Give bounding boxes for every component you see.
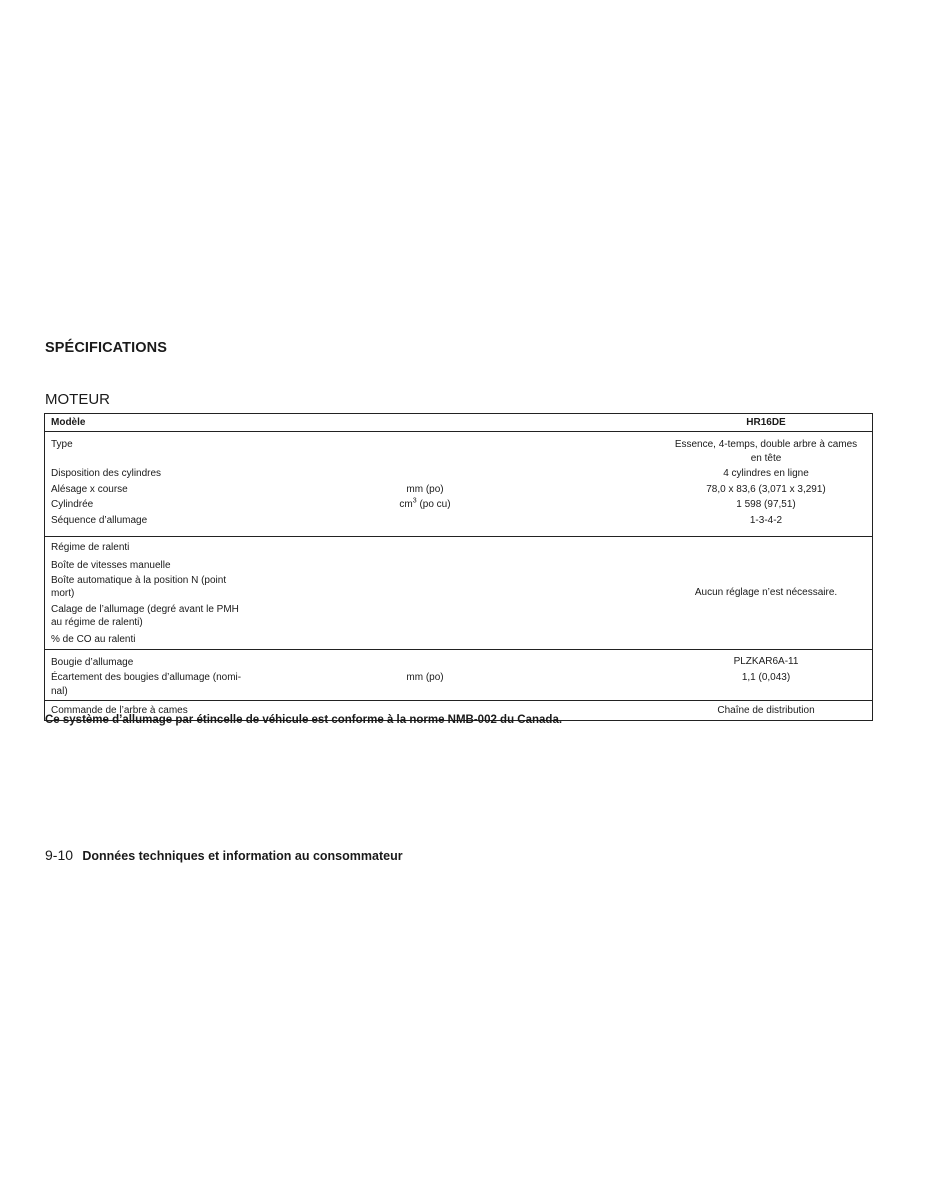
row-value-spark-plug: PLZKAR6A-11 [733,656,799,667]
row-unit-displacement: $cm^3$ (po cu) [399,497,451,510]
row-value-bore: 78,0 x 83,6 (3,071 x 3,291) [706,484,826,495]
row-label-cylinders: Disposition des cylindres [51,468,162,479]
page-number: 9-10 [45,847,74,863]
header-model-label: Modèle [51,417,86,428]
table-group-idle [45,537,872,650]
table-group-general [45,432,872,537]
row-label-spark-plug: Bougie d’allumage [51,657,134,668]
row-value-type-line1: Essence, 4-temps, double arbre à cames [674,439,858,450]
row-label-plug-gap-line2: nal) [51,686,68,697]
row-value-firing-order: 1-3-4-2 [749,515,783,526]
row-label-camshaft: Commande de l’arbre à cames [51,705,188,716]
row-value-camshaft: Chaîne de distribution [717,705,815,716]
chapter-title: Données techniques et information au consommateur [82,849,403,863]
page-title: SPÉCIFICATIONS [45,340,167,356]
row-value-plug-gap: 1,1 (0,043) [741,672,791,683]
row-label-displacement: Cylindrée [51,499,94,510]
row-label-auto-line2: mort) [51,588,75,599]
table-group-spark-plug [45,650,872,701]
row-label-firing-order: Séquence d’allumage [51,515,148,526]
row-unit-plug-gap: mm (po) [406,672,444,683]
row-unit-bore: mm (po) [406,484,444,495]
row-label-timing-line2: au régime de ralenti) [51,617,143,628]
row-value-type-line2: en tête [750,453,782,464]
row-label-co: % de CO au ralenti [51,634,136,645]
engine-spec-table [44,413,873,721]
row-label-auto-line1: Boîte automatique à la position N (point [51,575,227,586]
row-label-idle-speed: Régime de ralenti [51,542,130,553]
section-title: MOTEUR [45,391,110,408]
row-label-type: Type [51,439,73,450]
row-value-idle-group: Aucun réglage n’est nécessaire. [694,587,838,598]
row-value-cylinders: 4 cylindres en ligne [723,468,809,479]
row-label-manual: Boîte de vitesses manuelle [51,560,171,571]
row-label-bore: Alésage x course [51,484,128,495]
header-model-value: HR16DE [746,417,786,428]
row-label-plug-gap-line1: Écartement des bougies d’allumage (nomi- [51,672,242,683]
row-value-displacement: 1 598 (97,51) [736,499,796,510]
table-header-row [45,414,872,432]
compliance-note: Ce système d’allumage par étincelle de véhicule est conforme à la norme NMB-002 du Canada. [45,714,563,726]
row-label-timing-line1: Calage de l’allumage (degré avant le PMH [51,604,239,615]
page-footer [45,847,403,863]
